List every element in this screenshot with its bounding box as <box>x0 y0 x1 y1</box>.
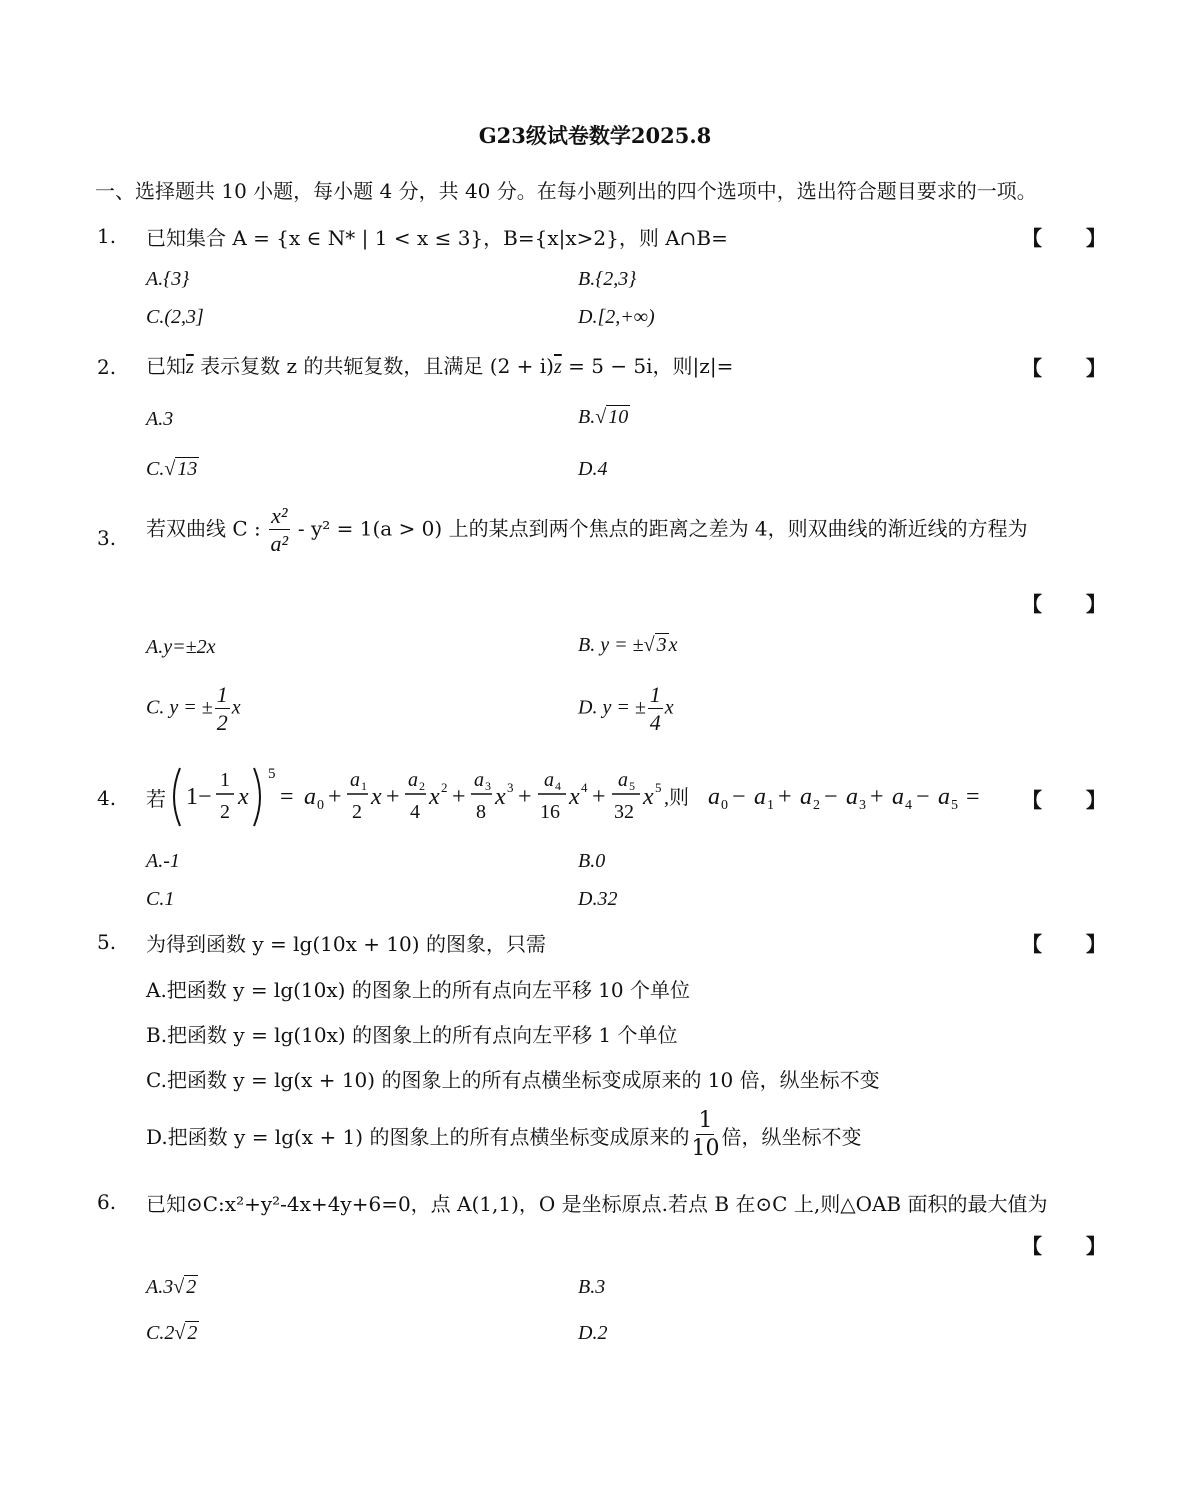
answer-bracket-1[interactable] <box>1022 222 1106 251</box>
question-3-number: 3. <box>97 526 117 550</box>
conjugate-z: $\overline{z}$ <box>186 356 194 378</box>
svg-text:a: a <box>708 784 720 810</box>
svg-text:5: 5 <box>951 798 958 813</box>
bracket-right: 】 <box>1086 788 1106 812</box>
svg-text:5: 5 <box>629 779 635 793</box>
bracket-left: 【 <box>1022 1234 1042 1258</box>
svg-text:a: a <box>846 784 858 810</box>
option-label: A.3 <box>146 1276 174 1298</box>
sqrt-radicand: 10 <box>608 406 629 428</box>
svg-text:5: 5 <box>655 780 662 795</box>
svg-text:x: x <box>429 784 440 810</box>
svg-text:a: a <box>754 784 766 810</box>
svg-text:−: − <box>732 784 746 810</box>
answer-bracket-5[interactable] <box>1022 928 1106 957</box>
svg-text:=: = <box>966 784 980 810</box>
question-2-number: 2. <box>97 355 117 379</box>
svg-text:a: a <box>938 784 950 810</box>
svg-text:−: − <box>824 784 838 810</box>
option-tail: x <box>231 696 241 719</box>
question-5-option-b[interactable]: B.把函数 y = lg(10x) 的图象上的所有点向左平移 1 个单位 <box>146 1023 678 1047</box>
fraction-numerator: 1 <box>216 682 228 707</box>
page-title: G23级试卷数学2025.8 <box>478 123 712 148</box>
option-tail: 倍，纵坐标不变 <box>721 1124 862 1149</box>
question-5-option-a[interactable]: A.把函数 y = lg(10x) 的图象上的所有点向左平移 10 个单位 <box>146 978 690 1002</box>
question-5-number: 5. <box>97 930 117 954</box>
svg-text:+: + <box>778 784 792 810</box>
fraction-denominator: 10 <box>691 1136 720 1161</box>
question-4-option-c[interactable]: C.1 <box>146 888 175 910</box>
bracket-left: 【 <box>1022 932 1042 956</box>
sqrt-symbol: √ 10 <box>595 406 629 428</box>
question-4-stem <box>146 762 993 832</box>
question-4-option-a[interactable]: A.-1 <box>146 850 180 872</box>
svg-text:=: = <box>280 784 294 810</box>
sqrt-symbol: √ 2 <box>174 1322 198 1344</box>
expansion-formula <box>168 762 993 832</box>
section-header: 一、选择题共 10 小题，每小题 4 分，共 40 分。在每小题列出的四个选项中，选出符合题目要求的一项。 <box>95 179 1037 203</box>
svg-text:+: + <box>452 784 466 810</box>
question-4-option-b[interactable]: B.0 <box>578 850 606 872</box>
stem-text: 表示复数 z 的共轭复数，且满足 (2 + i) <box>193 354 554 378</box>
svg-text:a: a <box>618 769 628 791</box>
svg-text:16: 16 <box>540 801 560 823</box>
bracket-right: 】 <box>1086 1234 1106 1258</box>
stem-text: 若双曲线 C : <box>146 516 268 541</box>
question-5-stem: 为得到函数 y = lg(10x + 10) 的图象，只需 <box>146 932 546 956</box>
option-label: D. y = ± <box>578 696 646 719</box>
svg-text:a: a <box>408 769 418 791</box>
stem-text: = 5 − 5i，则|z|= <box>561 354 734 378</box>
bracket-left: 【 <box>1022 592 1042 616</box>
stem-text: - y² = 1(a > 0) 上的某点到两个焦点的距离之差为 4，则双曲线的渐近线的方程为 <box>291 516 1028 541</box>
question-1-option-a[interactable]: A.{3} <box>146 268 190 290</box>
question-2-option-c[interactable] <box>146 458 199 481</box>
svg-text:a: a <box>474 769 484 791</box>
svg-text:,则: ,则 <box>664 787 689 809</box>
option-label: C.2 <box>146 1322 175 1344</box>
svg-text:3: 3 <box>859 798 866 813</box>
question-1-option-d[interactable]: D.[2,+∞) <box>578 306 655 328</box>
svg-text:5: 5 <box>268 766 276 782</box>
svg-text:x: x <box>643 784 654 810</box>
fraction-numerator: 1 <box>649 682 661 707</box>
option-label: C. <box>146 458 165 480</box>
fraction-numerator: x² <box>271 503 288 528</box>
question-1-option-c[interactable]: C.(2,3] <box>146 306 204 328</box>
fraction <box>691 1110 719 1160</box>
fraction-numerator: 1 <box>698 1108 713 1133</box>
question-6-number: 6. <box>97 1190 117 1214</box>
question-1-number: 1. <box>97 224 117 248</box>
question-2-option-b[interactable] <box>578 406 630 429</box>
svg-text:x: x <box>569 784 580 810</box>
svg-text:2: 2 <box>419 779 425 793</box>
sqrt-radicand: 3 <box>656 634 667 656</box>
fraction <box>269 505 289 555</box>
sqrt-radicand: 13 <box>177 458 198 480</box>
bracket-right: 】 <box>1086 356 1106 380</box>
sqrt-radicand: 2 <box>186 1276 197 1298</box>
bracket-right: 】 <box>1086 226 1106 250</box>
bracket-right: 】 <box>1086 932 1106 956</box>
bracket-left: 【 <box>1022 356 1042 380</box>
option-tail: x <box>664 696 674 719</box>
svg-text:1: 1 <box>767 798 774 813</box>
svg-text:a: a <box>304 784 316 810</box>
question-6-option-d[interactable]: D.2 <box>578 1322 608 1344</box>
svg-text:32: 32 <box>614 801 634 823</box>
svg-text:1−: 1− <box>186 784 212 810</box>
svg-text:a: a <box>350 769 360 791</box>
answer-bracket-2[interactable] <box>1022 352 1106 381</box>
stem-text: 若 <box>146 786 166 811</box>
bracket-left: 【 <box>1022 226 1042 250</box>
stem-text: 已知 <box>146 354 186 378</box>
answer-bracket-4[interactable] <box>1022 784 1106 813</box>
svg-text:4: 4 <box>410 801 420 823</box>
option-label: C. y = ± <box>146 696 213 719</box>
svg-text:1: 1 <box>361 779 367 793</box>
question-2-stem <box>146 350 733 379</box>
svg-text:0: 0 <box>721 798 728 813</box>
question-2-option-a[interactable]: A.3 <box>146 408 174 430</box>
svg-text:x: x <box>238 784 249 810</box>
question-6-option-b[interactable]: B.3 <box>578 1276 606 1298</box>
svg-text:8: 8 <box>476 801 486 823</box>
sqrt-radicand: 2 <box>187 1322 198 1344</box>
question-3-option-d[interactable] <box>578 684 674 734</box>
svg-text:1: 1 <box>220 769 230 791</box>
fraction <box>215 684 230 734</box>
question-4-number: 4. <box>97 786 117 810</box>
answer-bracket-3[interactable] <box>1022 588 1106 617</box>
option-label: B. <box>578 406 596 428</box>
sqrt-symbol: √ 2 <box>173 1276 197 1298</box>
question-1-option-b[interactable]: B.{2,3} <box>578 268 637 290</box>
svg-text:2: 2 <box>220 801 230 823</box>
question-6-stem: 已知⊙C:x²+y²-4x+4y+6=0，点 A(1,1)，O 是坐标原点.若点 B 在⊙C 上,则△OAB 面积的最大值为 <box>146 1192 1048 1216</box>
fraction-denominator: a² <box>270 531 289 556</box>
question-2-option-d[interactable]: D.4 <box>578 458 608 480</box>
svg-text:4: 4 <box>905 798 912 813</box>
question-6-option-a[interactable] <box>146 1276 198 1299</box>
svg-text:3: 3 <box>507 780 514 795</box>
svg-text:2: 2 <box>352 801 362 823</box>
svg-text:3: 3 <box>485 779 491 793</box>
svg-text:0: 0 <box>317 798 324 813</box>
svg-text:x: x <box>371 784 382 810</box>
conjugate-z: $\overline{z}$ <box>553 356 562 378</box>
question-4-option-d[interactable]: D.32 <box>578 888 618 910</box>
svg-text:+: + <box>518 784 532 810</box>
question-3-stem <box>146 505 1028 555</box>
question-5-option-d[interactable] <box>146 1110 861 1160</box>
sqrt-symbol: √ 13 <box>164 458 198 480</box>
fraction-denominator: 4 <box>649 710 661 735</box>
question-5-option-c[interactable]: C.把函数 y = lg(x + 10) 的图象上的所有点横坐标变成原来的 10 倍，纵坐标不变 <box>146 1068 880 1092</box>
svg-text:a: a <box>544 769 554 791</box>
svg-text:2: 2 <box>441 780 448 795</box>
question-3-option-b[interactable] <box>578 634 677 657</box>
question-6-option-c[interactable] <box>146 1322 199 1345</box>
svg-text:a: a <box>892 784 904 810</box>
bracket-left: 【 <box>1022 788 1042 812</box>
svg-text:a: a <box>800 784 812 810</box>
svg-text:+: + <box>328 784 342 810</box>
fraction-denominator: 2 <box>216 710 228 735</box>
option-label: D.把函数 y = lg(x + 1) 的图象上的所有点横坐标变成原来的 <box>146 1124 690 1149</box>
question-1-stem: 已知集合 A = {x ∈ N* | 1 < x ≤ 3}，B={x|x>2}，则 A∩B= <box>146 226 728 250</box>
bracket-right: 】 <box>1086 592 1106 616</box>
answer-bracket-6[interactable] <box>1022 1230 1106 1259</box>
option-label: B. y = ± <box>578 634 644 656</box>
option-tail: x <box>668 634 678 656</box>
svg-text:−: − <box>916 784 930 810</box>
sqrt-symbol: √ 3 <box>643 634 667 656</box>
question-3-option-a[interactable]: A.y=±2x <box>146 636 216 658</box>
svg-text:4: 4 <box>581 780 588 795</box>
svg-text:+: + <box>870 784 884 810</box>
fraction <box>648 684 663 734</box>
svg-text:4: 4 <box>555 779 561 793</box>
svg-text:+: + <box>386 784 400 810</box>
question-3-option-c[interactable] <box>146 684 241 734</box>
svg-text:x: x <box>495 784 506 810</box>
svg-text:+: + <box>592 784 606 810</box>
svg-text:2: 2 <box>813 798 820 813</box>
